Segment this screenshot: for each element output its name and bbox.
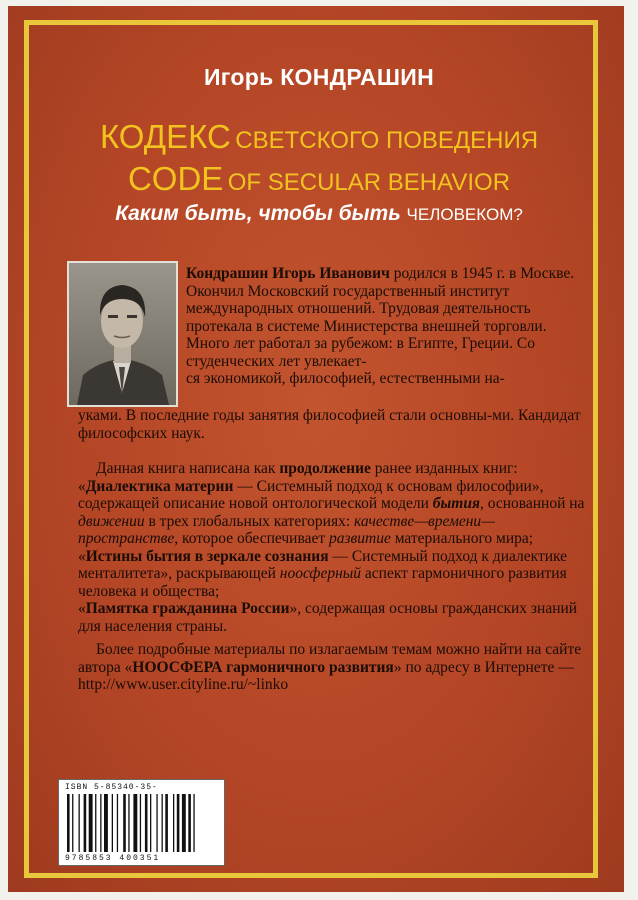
site-name: НООСФЕРА гармоничного развития — [132, 658, 394, 676]
barcode-bar — [188, 794, 191, 852]
desc-text: ранее изданных книг: « — [78, 460, 518, 495]
barcode-bar — [112, 794, 113, 852]
desc-text: в трех глобальных категориях: — [144, 512, 355, 530]
barcode-bar — [89, 794, 93, 852]
description-paragraph-2 — [78, 548, 586, 601]
barcode-bar — [79, 794, 80, 852]
desc-text: — Системный подход к основам философии», содержащей описание новой онтологической модели — [78, 477, 544, 512]
desc-text: — Системный подход к диалектике менталитета», раскрывающей — [78, 547, 568, 582]
bio-paragraph — [186, 265, 586, 388]
barcode-bar — [133, 794, 137, 852]
barcode-bar — [104, 794, 108, 852]
barcode-bar — [84, 794, 87, 852]
book-description — [78, 460, 586, 694]
title-ru-big: КОДЕКС — [99, 118, 231, 155]
desc-emphasis: развитие — [328, 530, 391, 547]
barcode-bars — [65, 794, 218, 852]
desc-text: аспект гармоничного развития человека и общества; — [78, 565, 567, 600]
author-bio — [186, 265, 586, 388]
barcode-bar — [145, 794, 148, 852]
isbn-number: ISBN 5-85340-35- — [65, 783, 158, 792]
desc-text: , основанной на — [479, 495, 585, 512]
title-russian — [0, 118, 638, 156]
barcode-bar — [193, 794, 194, 852]
author-photo — [67, 261, 178, 407]
barcode-bar — [100, 794, 101, 852]
book-title-2: Истины бытия в зеркале сознания — [85, 547, 329, 565]
author-last-name: КОНДРАШИН — [280, 64, 435, 90]
barcode-bar — [117, 794, 118, 852]
barcode-digits: 9785853 400351 — [65, 854, 161, 863]
barcode-bar — [165, 794, 168, 852]
barcode-bar — [140, 794, 141, 852]
author-name — [0, 64, 638, 91]
desc-emphasis: качестве—времени—пространстве — [78, 512, 495, 547]
book-title-3: Памятка гражданина России — [85, 600, 290, 617]
bio-text-3: уками. В последние годы занятия философией стали основны-ми. Кандидат философских наук. — [78, 407, 581, 442]
desc-text: « — [78, 600, 86, 617]
description-paragraph-4 — [78, 641, 586, 694]
barcode-bar — [95, 794, 96, 852]
site-address: » по адресу в Интернете — http://www.user.cityline.ru/~linko — [78, 658, 574, 693]
bio-text-2: ся экономикой, философией, естественными на- — [186, 370, 505, 387]
barcode-bar — [177, 794, 180, 852]
desc-text: « — [78, 547, 86, 565]
barcode-bar — [128, 794, 129, 852]
desc-emphasis: бытия — [432, 495, 480, 512]
description-paragraph-1 — [78, 460, 586, 548]
book-title-1: Диалектика материи — [85, 477, 234, 495]
isbn-barcode — [58, 779, 225, 866]
barcode-bar — [173, 794, 174, 852]
barcode-bar — [67, 794, 70, 852]
desc-text: Более подробные материалы по излагаемым темам можно найти на сайте автора « — [78, 641, 582, 676]
desc-text: », содержащая основы гражданских знаний для населения страны. — [78, 600, 578, 635]
author-bio-continued — [78, 407, 586, 442]
barcode-bar — [123, 794, 126, 852]
bio-name: Кондрашин Игорь Иванович — [186, 265, 390, 282]
subtitle-caps: ЧЕЛОВЕКОМ? — [406, 205, 523, 224]
barcode-bar — [150, 794, 151, 852]
barcode-bar — [182, 794, 186, 852]
subtitle — [0, 202, 638, 226]
title-english — [0, 160, 638, 198]
desc-bold: продолжение — [279, 460, 371, 477]
desc-emphasis: движении — [78, 512, 145, 530]
title-en-big: CODE — [127, 160, 224, 197]
desc-text: материального мира; — [390, 530, 534, 547]
description-paragraph-3 — [78, 600, 586, 635]
barcode-bar — [156, 794, 157, 852]
desc-emphasis: ноосферный — [279, 565, 362, 582]
subtitle-italic: Каким быть, чтобы быть — [115, 202, 401, 225]
bio-text-1: родился в 1945 г. в Москве. Окончил Московский государственный институт международных отношений. Трудовая деятельность протекала в системе Министерства внешней торговли. Много лет работал за рубежом: в Египте, Греции. Со студенческих лет увлекает- — [186, 265, 575, 370]
title-ru-rest: СВЕТСКОГО ПОВЕДЕНИЯ — [235, 127, 539, 154]
barcode-bar — [72, 794, 73, 852]
title-en-rest: OF SECULAR BEHAVIOR — [227, 169, 511, 196]
barcode-bar — [162, 794, 163, 852]
desc-text: , которое обеспечивает — [174, 530, 329, 547]
author-first-name: Игорь — [203, 64, 274, 90]
desc-text: Данная книга написана как — [96, 460, 280, 477]
